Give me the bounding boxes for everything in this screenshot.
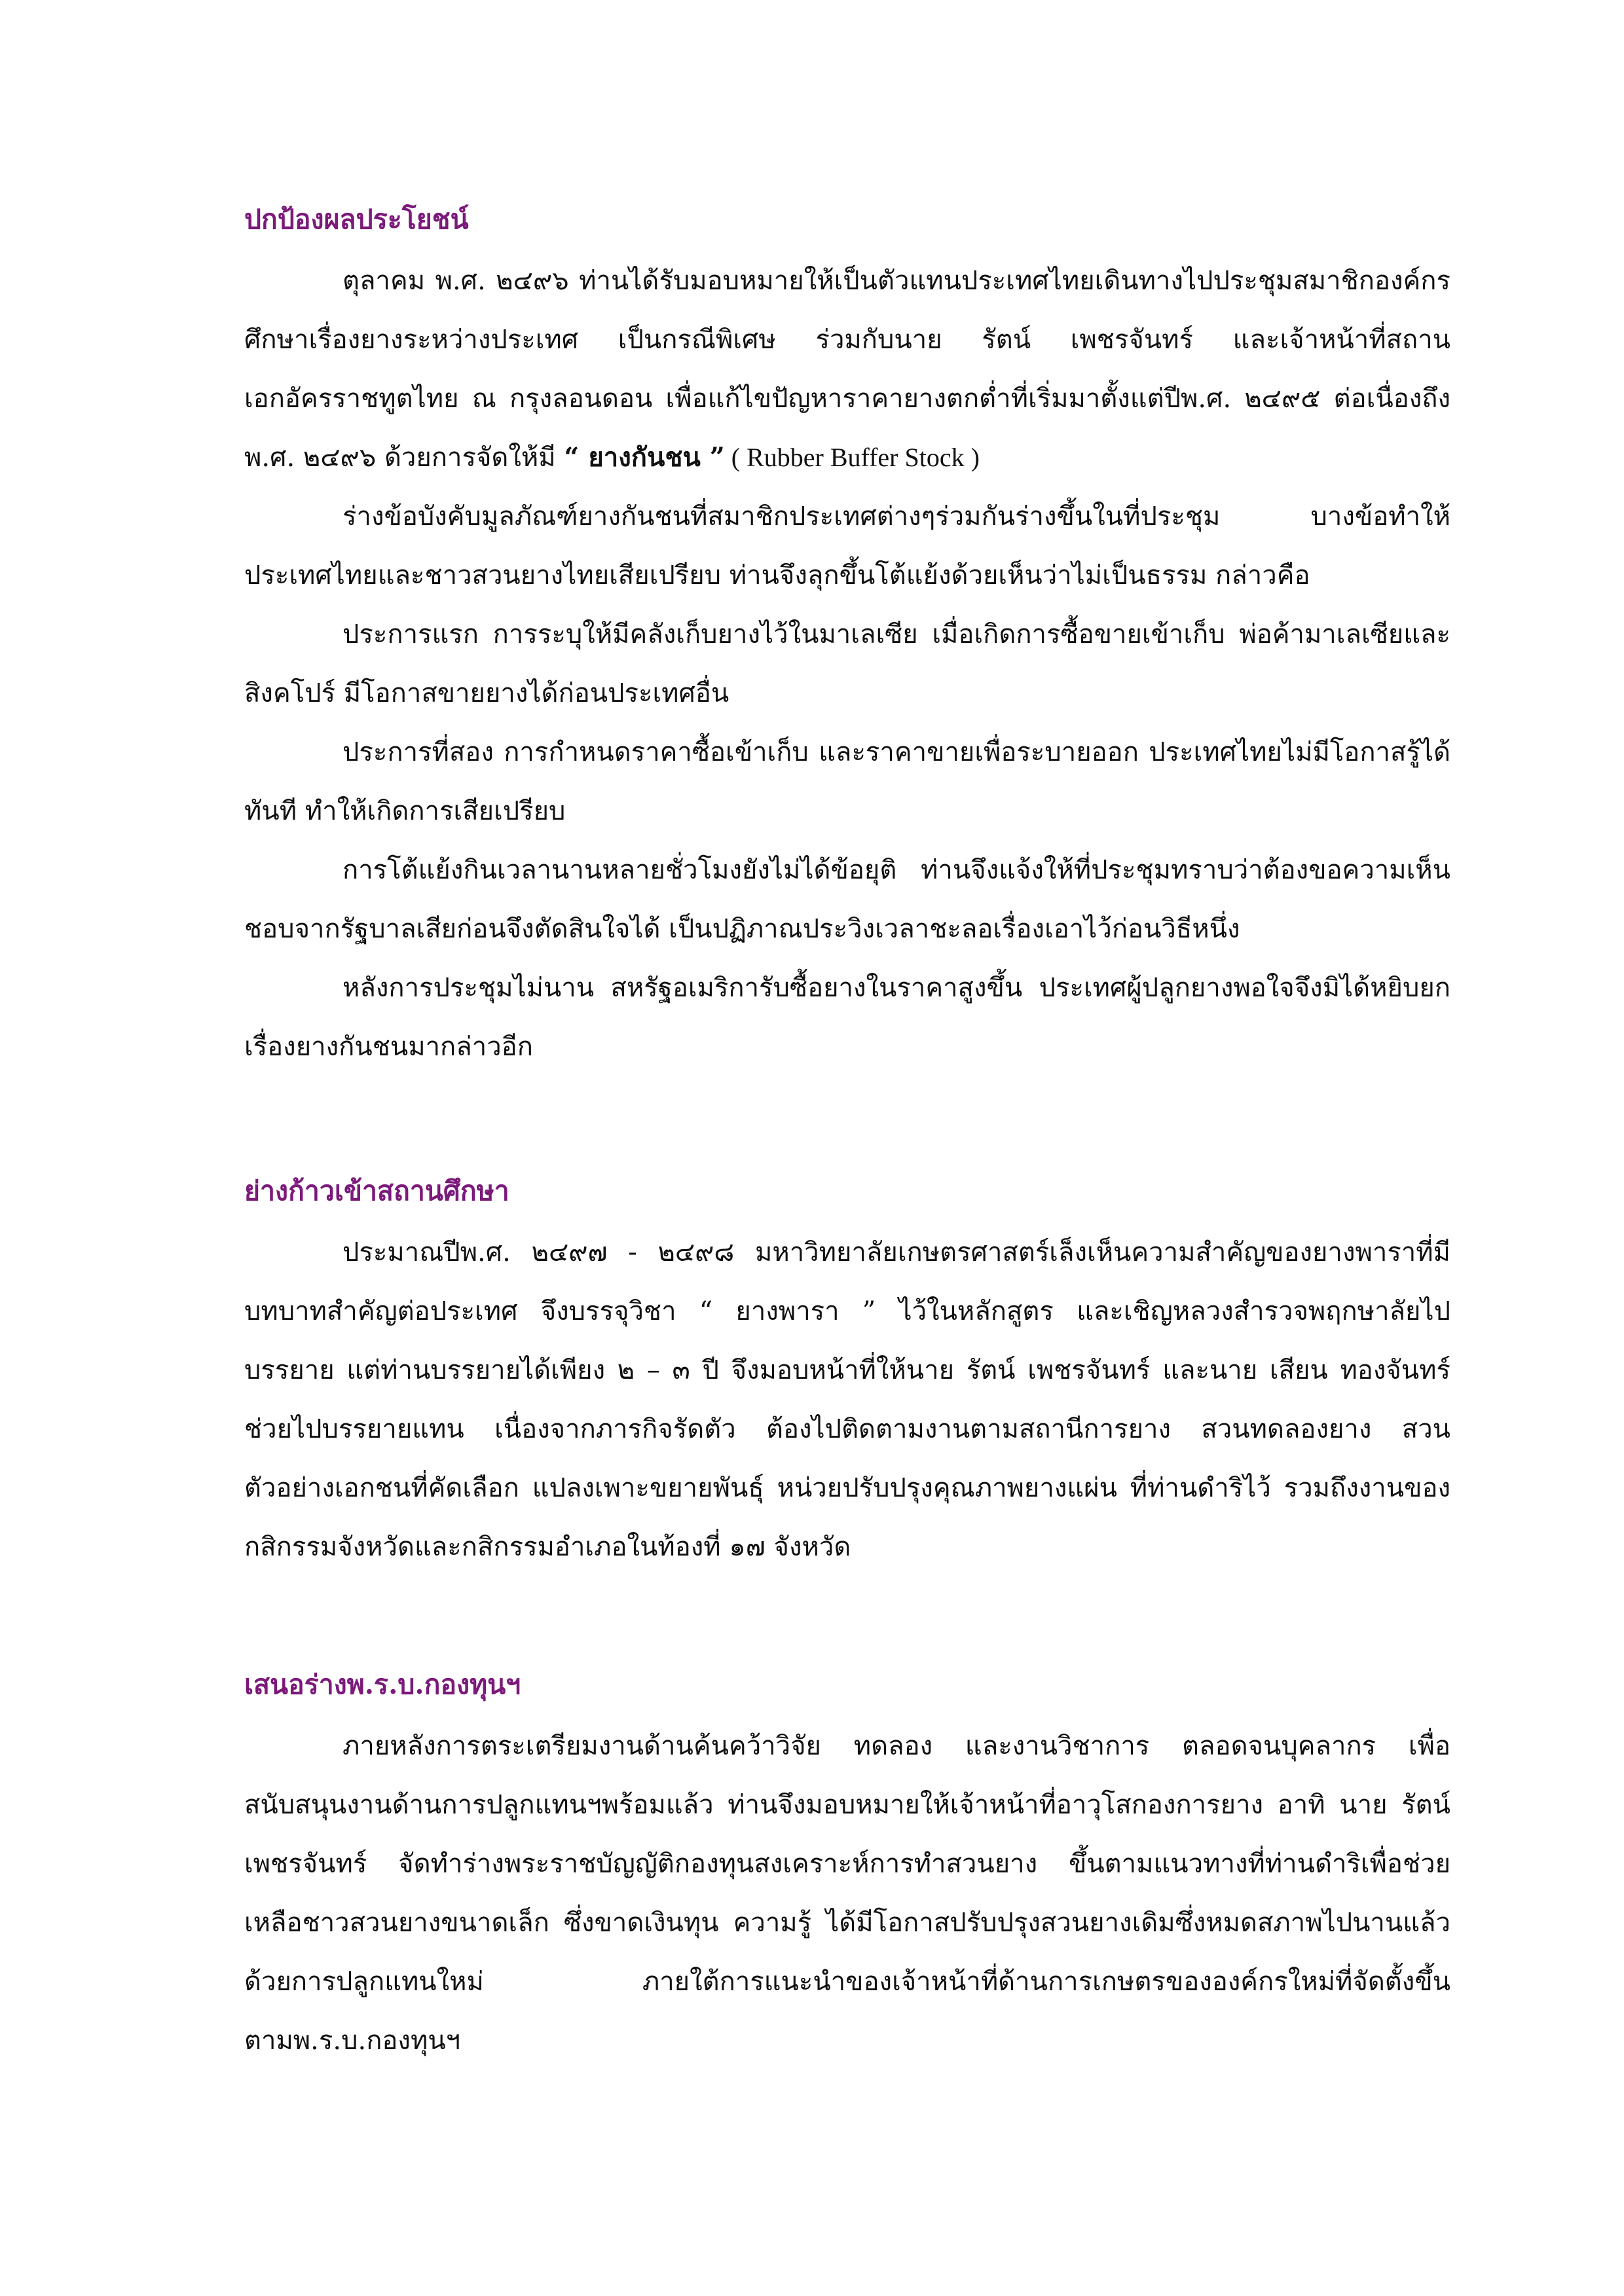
paragraph: หลังการประชุมไม่นาน สหรัฐอเมริการับซื้อยางในราคาสูงขึ้น ประเทศผู้ปลูกยางพอใจจึงมิได้หยิบยกเรื่องยางกันชนมากล่าวอีก bbox=[244, 973, 1450, 1062]
section-heading: ย่างก้าวเข้าสถานศึกษา bbox=[244, 1175, 509, 1207]
english-term: ( Rubber Buffer Stock ) bbox=[724, 443, 980, 472]
paragraph: ภายหลังการตระเตรียมงานด้านค้นคว้าวิจัย ทดลอง และงานวิชาการ ตลอดจนบุคลากร เพื่อสนับสนุนงานด้านการปลูกแทนฯพร้อมแล้ว ท่านจึงมอบหมายให้เจ้าหน้าที่อาวุโสกองการยาง อาทิ นาย รัตน์ เพชรจันทร์ จัดทำร่างพระราชบัญญัติกองทุนสงเคราะห์การทำสวนยาง ขึ้นตามแนวทางที่ท่านดำริเพื่อช่วยเหลือชาวสวนยางขนาดเล็ก ซึ่งขาดเงินทุน ความรู้ ได้มีโอกาสปรับปรุงสวนยางเดิมซึ่งหมดสภาพไปนานแล้ว ด้วยการปลูกแทนใหม่ ภายใต้การแนะนำของเจ้าหน้าที่ด้านการเกษตรขององค์กรใหม่ที่จัดตั้งขึ้นตามพ.ร.บ.กองทุนฯ bbox=[244, 1731, 1450, 2056]
paragraph bbox=[244, 251, 1450, 487]
section-heading: เสนอร่างพ.ร.บ.กองทุนฯ bbox=[244, 1669, 521, 1700]
paragraph: การโต้แย้งกินเวลานานหลายชั่วโมงยังไม่ได้ข้อยุติ ท่านจึงแจ้งให้ที่ประชุมทราบว่าต้องขอความเห็นชอบจากรัฐบาลเสียก่อนจึงตัดสินใจได้ เป็นปฏิภาณประวิงเวลาชะลอเรื่องเอาไว้ก่อนวิธีหนึ่ง bbox=[244, 855, 1450, 944]
paragraph-text: ตุลาคม พ.ศ. ๒๔๙๖ ท่านได้รับมอบหมายให้เป็นตัวแทนประเทศไทยเดินทางไปประชุมสมาชิกองค์กรศึกษาเรื่องยางระหว่างประเทศ เป็นกรณีพิเศษ ร่วมกับนาย รัตน์ เพชรจันทร์ และเจ้าหน้าที่สถานเอกอัครราชทูตไทย ณ กรุงลอนดอน เพื่อแก้ไขปัญหาราคายางตกต่ำที่เริ่มมาตั้งแต่ปีพ.ศ. ๒๔๙๕ ต่อเนื่องถึงพ.ศ. ๒๔๙๖ ด้วยการจัดให้มี bbox=[244, 266, 1451, 473]
section-fund-act-draft bbox=[244, 1662, 1450, 2070]
paragraph: ประการแรก การระบุให้มีคลังเก็บยางไว้ในมาเลเซีย เมื่อเกิดการซื้อขายเข้าเก็บ พ่อค้ามาเลเซียและสิงคโปร์ มีโอกาสขายยางได้ก่อนประเทศอื่น bbox=[244, 619, 1450, 708]
section-protect-interests bbox=[244, 196, 1450, 1076]
paragraph: ประมาณปีพ.ศ. ๒๔๙๗ - ๒๔๙๘ มหาวิทยาลัยเกษตรศาสตร์เล็งเห็นความสำคัญของยางพาราที่มีบทบาทสำคัญต่อประเทศ จึงบรรจุวิชา “ ยางพารา ” ไว้ในหลักสูตร และเชิญหลวงสำรวจพฤกษาลัยไปบรรยาย แต่ท่านบรรยายได้เพียง ๒ – ๓ ปี จึงมอบหน้าที่ให้นาย รัตน์ เพชรจันทร์ และนาย เสียน ทองจันทร์ ช่วยไปบรรยายแทน เนื่องจากภารกิจรัดตัว ต้องไปติดตามงานตามสถานีการยาง สวนทดลองยาง สวนตัวอย่างเอกชนที่คัดเลือก แปลงเพาะขยายพันธุ์ หน่วยปรับปรุงคุณภาพยางแผ่น ที่ท่านดำริไว้ รวมถึงงานของกสิกรรมจังหวัดและกสิกรรมอำเภอในท้องที่ ๑๗ จังหวัด bbox=[244, 1237, 1450, 1562]
paragraph: ร่างข้อบังคับมูลภัณฑ์ยางกันชนที่สมาชิกประเทศต่างๆร่วมกันร่างขึ้นในที่ประชุม บางข้อทำให้ประเทศไทยและชาวสวนยางไทยเสียเปรียบ ท่านจึงลุกขึ้นโต้แย้งด้วยเห็นว่าไม่เป็นธรรม กล่าวคือ bbox=[244, 501, 1450, 591]
section-enter-academy bbox=[244, 1168, 1450, 1576]
section-heading: ปกป้องผลประโยชน์ bbox=[244, 204, 469, 235]
document-page bbox=[244, 196, 1450, 2070]
rubber-buffer-term: “ ยางกันชน ” bbox=[564, 442, 725, 473]
paragraph: ประการที่สอง การกำหนดราคาซื้อเข้าเก็บ และราคาขายเพื่อระบายออก ประเทศไทยไม่มีโอกาสรู้ได้ทันที ทำให้เกิดการเสียเปรียบ bbox=[244, 737, 1450, 826]
